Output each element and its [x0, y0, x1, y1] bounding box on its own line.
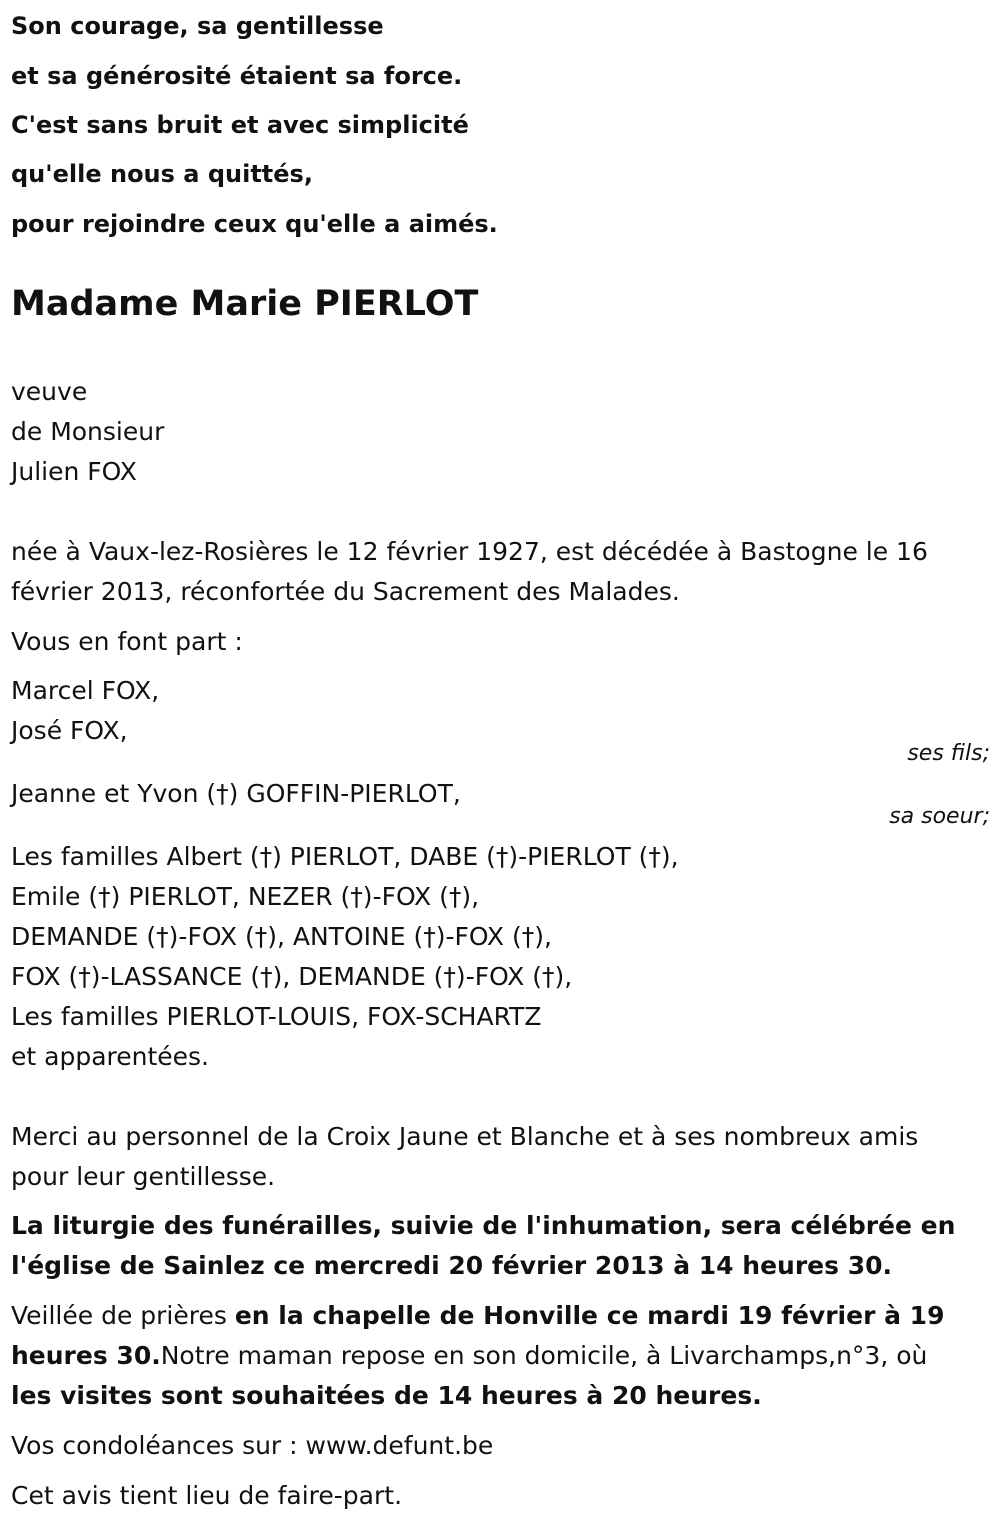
families-line-3: DEMANDE (†)-FOX (†), ANTOINE (†)-FOX (†), [11, 922, 552, 951]
birth-death-line-1: née à Vaux-lez-Rosières le 12 février 1927, est décédée à Bastogne le 16 [11, 537, 928, 566]
families-line-4: FOX (†)-LASSANCE (†), DEMANDE (†)-FOX (†), [11, 962, 573, 991]
vigil-bold-2: heures 30. [11, 1341, 161, 1370]
birth-death-line-2: février 2013, réconfortée du Sacrement des Malades. [11, 577, 680, 606]
vigil-line-2 [11, 1336, 927, 1376]
families-line-2: Emile (†) PIERLOT, NEZER (†)-FOX (†), [11, 882, 480, 911]
thanks-line-1: Merci au personnel de la Croix Jaune et Blanche et à ses nombreux amis [11, 1122, 919, 1151]
vigil-plain-2: Notre maman repose en son domicile, à Livarchamps,n°3, où [160, 1341, 928, 1370]
poem-line-4: qu'elle nous a quittés, [11, 160, 313, 188]
families-line-1: Les familles Albert (†) PIERLOT, DABE (†)-PIERLOT (†), [11, 842, 679, 871]
widow-line-3: Julien FOX [11, 457, 137, 486]
vigil-plain-1: Veillée de prières [11, 1301, 235, 1330]
sister-label: sa soeur; [889, 804, 990, 829]
vigil-bold-1: en la chapelle de Honville ce mardi 19 février à 19 [234, 1301, 945, 1330]
deceased-name: Madame Marie PIERLOT [11, 284, 479, 324]
sister: Jeanne et Yvon (†) GOFFIN-PIERLOT, [11, 779, 461, 808]
widow-line-1: veuve [11, 377, 88, 406]
poem-line-5: pour rejoindre ceux qu'elle a aimés. [11, 210, 498, 238]
condolences-text: Vos condoléances sur : www.defunt.be [11, 1431, 494, 1460]
notice-text: Cet avis tient lieu de faire-part. [11, 1481, 403, 1510]
families-line-6: et apparentées. [11, 1042, 209, 1071]
vigil-line-1 [11, 1296, 944, 1336]
poem-line-3: C'est sans bruit et avec simplicité [11, 111, 469, 139]
vigil-line-3: les visites sont souhaitées de 14 heures à 20 heures. [11, 1381, 762, 1410]
widow-line-2: de Monsieur [11, 417, 165, 446]
sons-label: ses fils; [907, 741, 990, 766]
liturgy-line-2: l'église de Sainlez ce mercredi 20 février 2013 à 14 heures 30. [11, 1251, 892, 1280]
son-1: Marcel FOX, [11, 676, 160, 705]
thanks-line-2: pour leur gentillesse. [11, 1162, 276, 1191]
announce-text: Vous en font part : [11, 627, 243, 656]
families-line-5: Les familles PIERLOT-LOUIS, FOX-SCHARTZ [11, 1002, 542, 1031]
liturgy-line-1: La liturgie des funérailles, suivie de l'inhumation, sera célébrée en [11, 1211, 956, 1240]
poem-line-2: et sa générosité étaient sa force. [11, 62, 463, 90]
poem-line-1: Son courage, sa gentillesse [11, 12, 384, 40]
son-2: José FOX, [11, 716, 128, 745]
